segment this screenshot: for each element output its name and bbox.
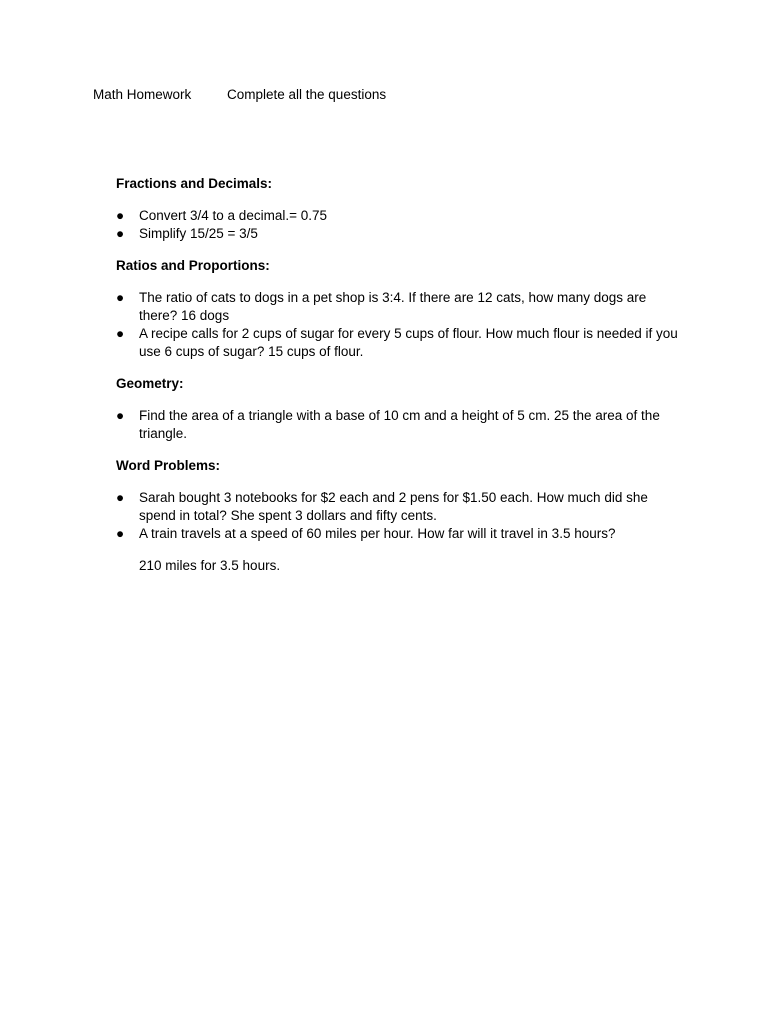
- bullet-icon: ●: [116, 208, 125, 223]
- bullet-icon: ●: [116, 526, 125, 541]
- section-word-problems: [116, 457, 680, 575]
- section-heading: Word Problems:: [116, 458, 221, 473]
- section-ratios-proportions: [116, 257, 680, 361]
- answer-text: 210 miles for 3.5 hours.: [139, 558, 281, 573]
- section-heading: Ratios and Proportions:: [116, 258, 270, 273]
- list-item: [116, 525, 680, 543]
- list-item-text: Find the area of a triangle with a base of 10 cm and a height of 5 cm. 25 the area of the triangle.: [139, 408, 660, 441]
- document-content: [116, 175, 680, 575]
- bullet-icon: ●: [116, 226, 125, 241]
- list-item-text: A recipe calls for 2 cups of sugar for every 5 cups of flour. How much flour is needed if you use 6 cups of sugar? 15 cups of flour.: [139, 326, 678, 359]
- section-heading: Geometry:: [116, 376, 184, 391]
- list-item-text: Sarah bought 3 notebooks for $2 each and 2 pens for $1.50 each. How much did she spend in total? She spent 3 dollars and fifty cents.: [139, 490, 648, 523]
- bullet-icon: ●: [116, 326, 125, 341]
- list-item: [116, 207, 680, 225]
- list-item: [116, 407, 680, 443]
- list-item-text: Convert 3/4 to a decimal.= 0.75: [139, 208, 327, 223]
- list-item: [116, 289, 680, 325]
- bullet-icon: ●: [116, 490, 125, 505]
- list-item: [116, 325, 680, 361]
- section-heading: Fractions and Decimals:: [116, 176, 273, 191]
- list-item: [116, 225, 680, 243]
- bullet-icon: ●: [116, 290, 125, 305]
- bullet-list: [116, 289, 680, 361]
- document-header: [93, 86, 386, 104]
- bullet-list: [116, 207, 680, 243]
- list-item-text: A train travels at a speed of 60 miles per hour. How far will it travel in 3.5 hours?: [139, 526, 616, 541]
- section-fractions-decimals: [116, 175, 680, 243]
- bullet-list: [116, 489, 680, 543]
- bullet-list: [116, 407, 680, 443]
- list-item-text: The ratio of cats to dogs in a pet shop is 3:4. If there are 12 cats, how many dogs are there? 16 dogs: [139, 290, 647, 323]
- section-geometry: [116, 375, 680, 443]
- list-item: [116, 489, 680, 525]
- document-instruction: Complete all the questions: [227, 87, 387, 102]
- bullet-icon: ●: [116, 408, 125, 423]
- document-title: Math Homework: [93, 87, 192, 102]
- list-item-text: Simplify 15/25 = 3/5: [139, 226, 258, 241]
